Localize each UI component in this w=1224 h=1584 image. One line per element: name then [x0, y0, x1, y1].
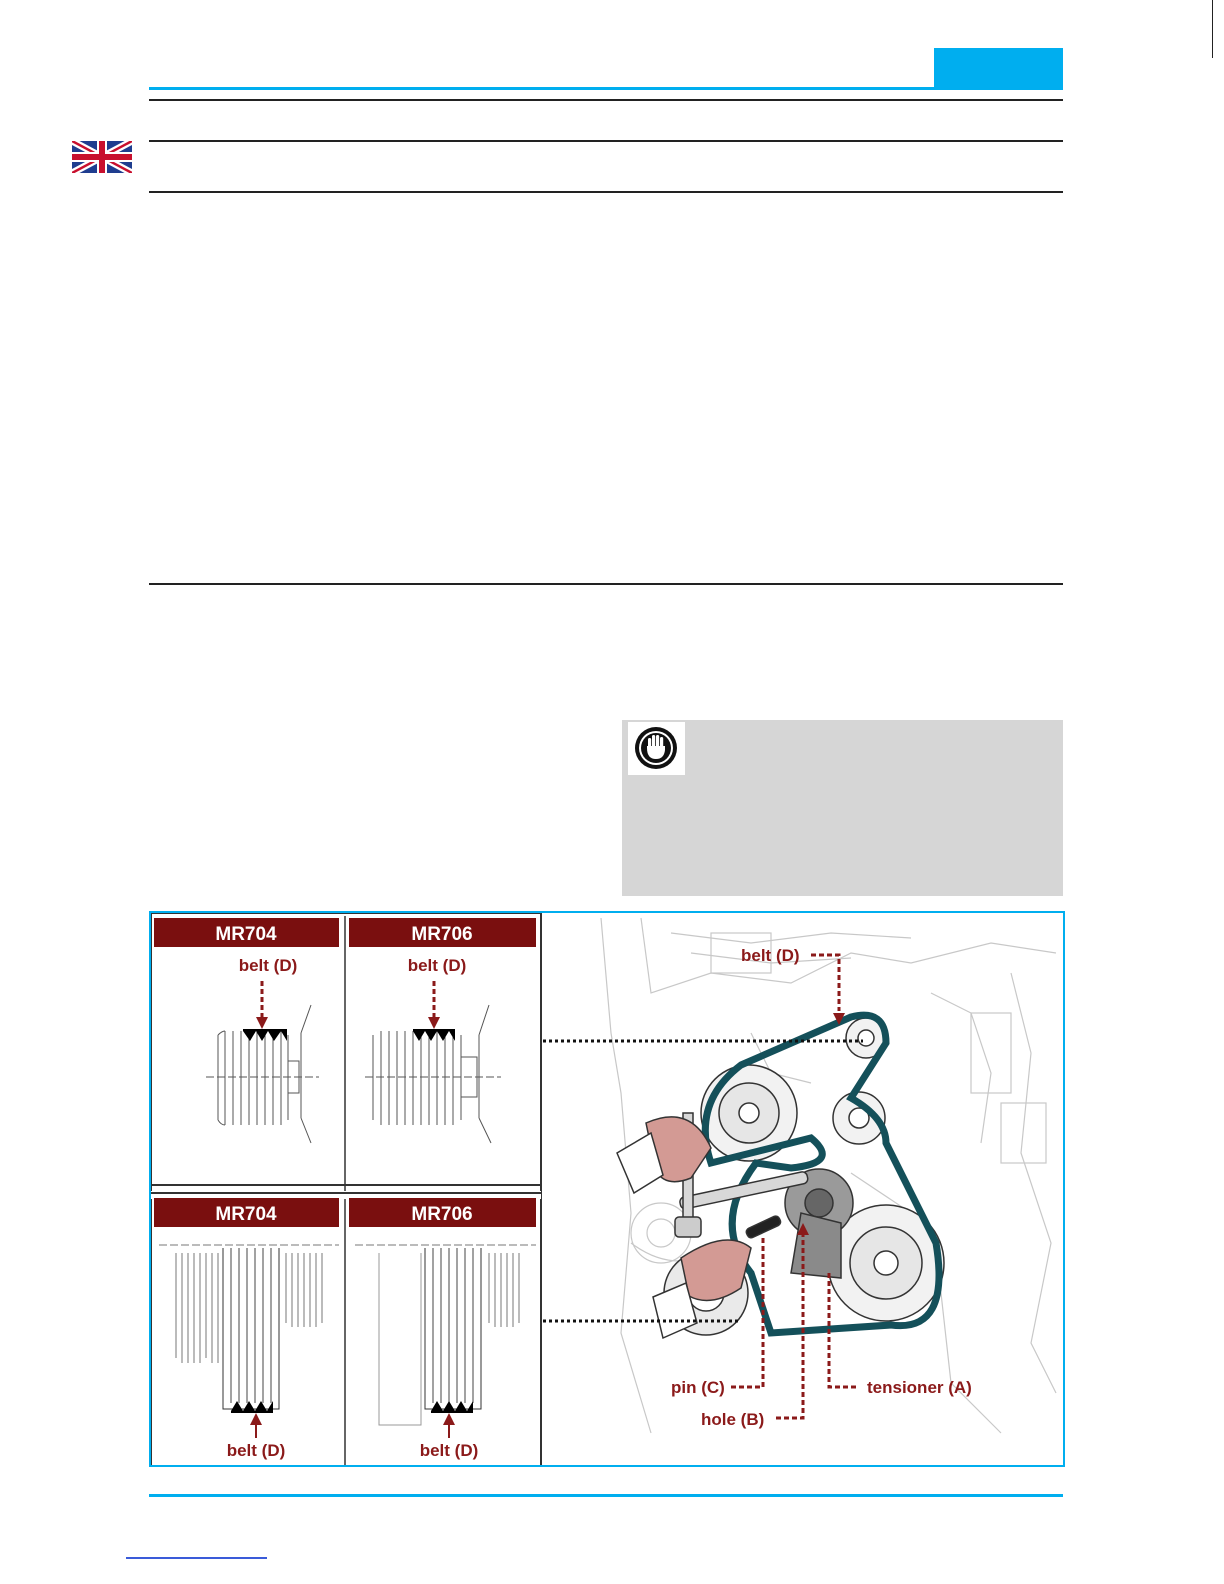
- section-rule: [149, 583, 1063, 585]
- header-rule-2: [149, 140, 1063, 142]
- header-rule-1: [149, 99, 1063, 101]
- belt-callout-line: [811, 955, 839, 1011]
- belt-tensioner-figure: [149, 911, 1065, 1467]
- engine-label-pin: pin (C): [671, 1378, 725, 1397]
- footer-link-underline[interactable]: [126, 1557, 267, 1559]
- engine-label-hole: hole (B): [701, 1410, 765, 1429]
- uk-flag-icon: [72, 141, 132, 173]
- belt-ribs-mr706-bottom: [431, 1401, 473, 1413]
- panel-label-bottom-1: belt (D): [226, 1441, 286, 1460]
- footer-accent-rule: [149, 1494, 1063, 1497]
- stop-hand-icon: [628, 722, 685, 775]
- header-accent-rule: [149, 87, 1063, 90]
- panel-title-top-1: MR704: [215, 924, 277, 945]
- panel-label-top-2: belt (D): [407, 956, 467, 975]
- belt-ribs-mr704-bottom: [231, 1401, 273, 1413]
- section-tab: [934, 48, 1063, 88]
- warning-box: [622, 720, 1063, 896]
- panel-title-bottom-2: MR706: [411, 1204, 473, 1225]
- panel-label-top-1: belt (D): [238, 956, 298, 975]
- panels-area: [151, 913, 541, 1465]
- hand-left-icon: [617, 1117, 711, 1193]
- panel-title-bottom-1: MR704: [215, 1204, 277, 1225]
- engine-label-belt: belt (D): [741, 946, 800, 965]
- belt-ribs-mr706-top: [413, 1029, 455, 1041]
- pulley-front-mr704: [159, 1245, 339, 1409]
- page-corner-mark: [1212, 0, 1213, 58]
- pulley-front-mr706: [355, 1245, 536, 1425]
- panel-title-top-2: MR706: [411, 924, 473, 945]
- panel-label-bottom-2: belt (D): [419, 1441, 479, 1460]
- header-rule-3: [149, 191, 1063, 193]
- engine-label-tensioner: tensioner (A): [867, 1378, 972, 1397]
